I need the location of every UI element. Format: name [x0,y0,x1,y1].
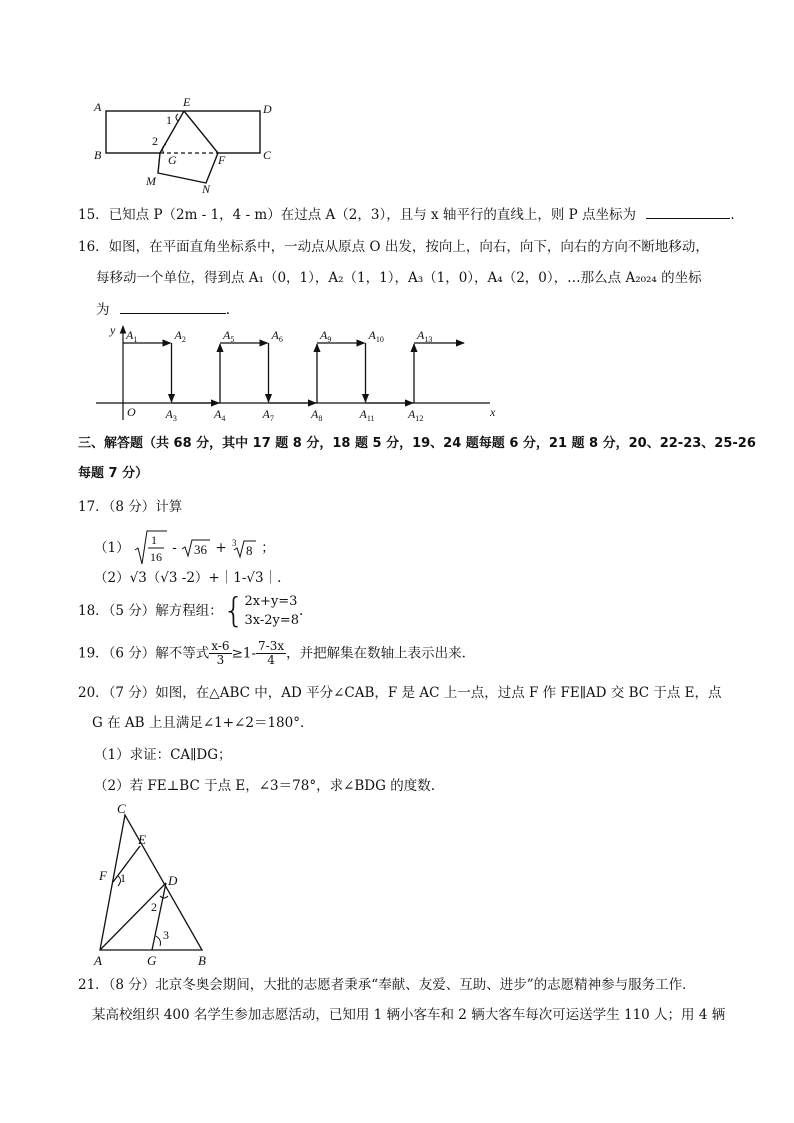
label-angle-1: 1 [120,871,126,885]
point-label-top: $A_5$ [223,328,235,344]
question-19 [78,640,466,674]
label-m: M [146,174,156,188]
point-label-top: $A_{13}$ [417,328,433,344]
point-label-top: $A_6$ [271,328,283,344]
question-15 [78,204,735,225]
question-16-line-1: 16．如图，在平面直角坐标系中，一动点从原点 O 出发，按向上，向右，向下，向右的方向不断地移动， [78,239,709,255]
angle-arc-3 [156,936,161,946]
q17-p1-label: （1） [94,540,130,556]
equation-1: 2x+y=3 [244,594,298,609]
system-brace: { [222,591,245,631]
q18-end: . [299,603,304,619]
question-16-line-2: 每移动一个单位，得到点 A₁（0，1），A₂（1，1），A₃（1，0），A₄（2，0），…那么点 A₂₀₂₄ 的坐标 [96,270,702,286]
point-label-top: $A_1$ [126,328,138,344]
label-angle-1: 1 [166,113,172,127]
label-d: D [263,102,272,116]
svg-text:1: 1 [150,533,157,547]
folded-rectangle-figure [88,94,288,194]
q17-p1-end: ； [261,540,275,556]
label-a: A [94,953,102,968]
point-label-bottom: $A_{12}$ [408,407,424,423]
point-label-bottom: $A_3$ [165,407,177,423]
q19-mid: ≥1- [231,645,257,662]
triangle-abc [100,815,202,950]
label-c: C [263,148,272,162]
angle-arc-1 [176,114,178,121]
q19-tail: ，并把解集在数轴上表示出来. [286,645,466,662]
q16-end: . [225,302,231,318]
label-angle-3: 3 [163,928,169,942]
q17-minus: - [172,540,177,556]
label-d: D [168,873,178,888]
fraction-1: $\frac{x-6}{3}$ [211,639,230,667]
q15-answer-blank[interactable] [646,204,730,219]
point-label-bottom: $A_7$ [262,407,274,423]
sqrt-fraction [134,530,168,566]
question-20-line-2: G 在 AB 上且满足∠1+∠2＝180°． [92,715,314,731]
point-label-top: $A_{10}$ [368,328,384,344]
label-n: N [202,182,211,194]
origin-label: O [127,405,136,419]
q17-p2-expr: √3（√3 -2）+｜1-√3｜. [129,570,282,586]
q15-number: 15． [78,207,109,223]
question-17-part-1 [94,530,275,564]
point-label-bottom: $A_8$ [311,407,323,423]
axis-label-x: x [490,405,496,419]
question-17-part-2 [94,568,281,588]
equation-2: 3x-2y=8 [244,613,299,628]
fraction-2: $\frac{7-3x}{4}$ [258,639,285,667]
section-3-heading-line-2: 每题 7 分） [78,466,149,481]
segment-fe [113,846,140,882]
point-label-bottom: $A_4$ [214,407,226,423]
svg-text:36: 36 [194,542,208,557]
label-angle-2: 2 [152,134,158,148]
triangle-figure [90,800,220,970]
coordinate-path-figure [90,322,510,424]
svg-text:16: 16 [149,550,162,564]
sqrt-36 [181,538,211,558]
q16-answer-blank[interactable] [120,299,226,314]
section-3-heading-line-1: 三、解答题（共 68 分，其中 17 题 8 分，18 题 5 分，19、24 题每题 6 分，21 题 8 分，20、22-23、25-26 [78,436,756,451]
svg-text:8: 8 [245,543,253,558]
question-18 [78,592,303,634]
axis-label-y: y [110,323,116,337]
label-g: G [168,153,177,167]
svg-text:3: 3 [231,538,237,548]
cube-root-8 [231,537,257,559]
label-b: B [94,148,102,162]
label-a: A [94,100,102,114]
q16-prefix: 为 [96,302,110,318]
q18-head: 18．（5 分）解方程组： [78,603,223,619]
equation-system [244,592,299,630]
q19-head: 19．（6 分）解不等式 [78,645,210,662]
label-f: F [218,153,226,167]
question-20-line-1: 20．（7 分）如图，在△ABC 中，AD 平分∠CAB，F 是 AC 上一点，过点 F 作 FE∥AD 交 BC 于点 E，点 [78,685,722,701]
q15-text: 已知点 P（2m - 1，4 - m）在过点 A（2，3），且与 x 轴平行的直线上，则 P 点坐标为 [108,207,637,223]
label-c: C [117,801,126,816]
label-angle-2: 2 [151,900,157,914]
label-g: G [147,953,157,968]
point-label-top: $A_2$ [174,328,186,344]
question-16-line-3 [96,299,230,320]
angle-arc-2 [160,896,168,898]
q17-plus: + [215,540,227,556]
q17-p2-label: （2） [94,570,130,586]
question-17-head: 17．（8 分）计算 [78,499,183,515]
label-e: E [183,95,191,109]
q15-end: . [730,207,735,223]
label-e: E [138,832,146,847]
question-20-part-1: （1）求证：CA∥DG； [94,747,232,763]
question-21-line-2: 某高校组织 400 名学生参加志愿活动，已知用 1 辆小客车和 2 辆大客车每次可运送学生 110 人；用 4 辆 [92,1007,726,1023]
question-20-part-2: （2）若 FE⊥BC 于点 E，∠3＝78°，求∠BDG 的度数. [94,778,435,794]
point-label-bottom: $A_{11}$ [359,407,375,423]
label-b: B [198,953,206,968]
point-label-top: $A_9$ [320,328,332,344]
label-f: F [99,868,107,883]
question-21-line-1: 21．（8 分）北京冬奥会期间，大批的志愿者秉承“奉献、友爱、互助、进步”的志愿精神参与服务工作． [78,977,696,993]
